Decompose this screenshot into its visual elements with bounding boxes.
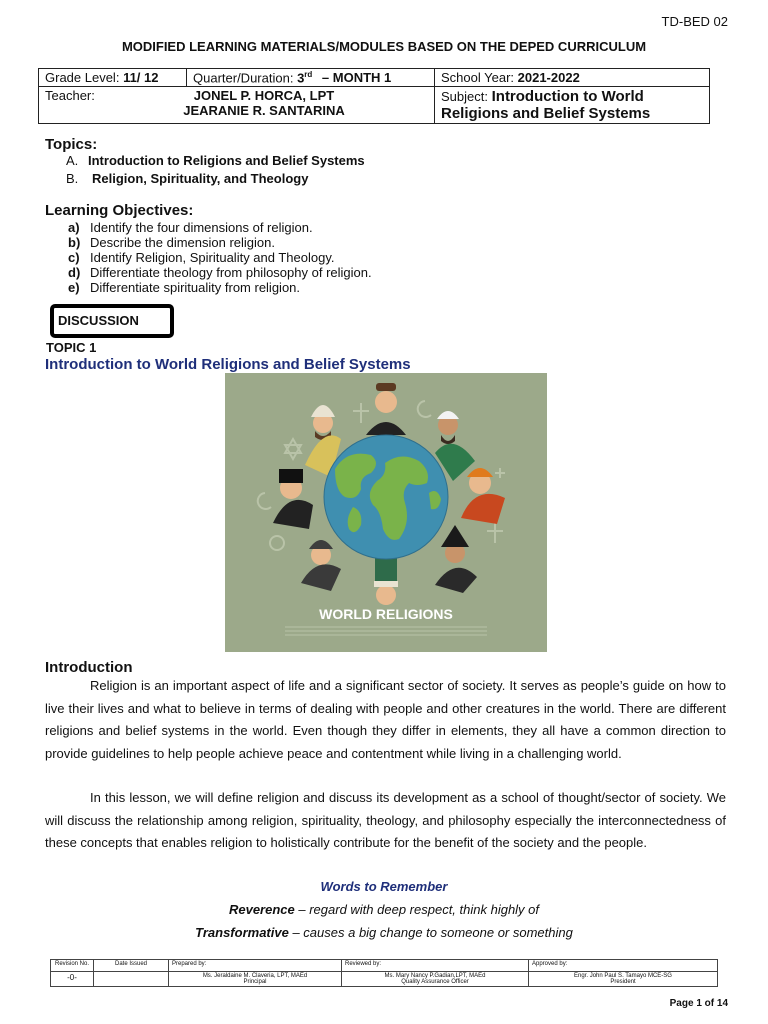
teacher-label: Teacher: — [45, 88, 95, 104]
topic-item — [66, 152, 365, 170]
approved-by — [529, 972, 718, 987]
main-title: MODIFIED LEARNING MATERIALS/MODULES BASED ON THE DEPED CURRICULUM — [121, 39, 647, 54]
paragraph-text: In this lesson, we will define religion and discuss its development as a school of thought/sector of society. We will discuss the relationship among religion, spirituality, theology, and philosophy especially the interconnectedness of these concepts that enables religion to holistically contribute for the benefit of the society and the people. — [45, 790, 726, 850]
footer-table — [50, 959, 718, 987]
teacher-name-1: JONEL P. HORCA, LPT — [193, 88, 335, 104]
objective-letter: b) — [68, 235, 81, 250]
quarter-suffix: – MONTH 1 — [321, 70, 392, 86]
date-issued-value — [94, 972, 169, 987]
topic-title: Introduction to World Religions and Belief Systems — [45, 356, 411, 373]
prepared-label: Prepared by: — [169, 960, 342, 972]
discussion-label: DISCUSSION — [50, 304, 174, 338]
objective-text: Identify the four dimensions of religion. — [90, 220, 313, 235]
page-number: Page 1 of 14 — [669, 998, 728, 1009]
definition-text: – causes a big change to someone or something — [292, 925, 573, 940]
topics-list — [66, 152, 365, 188]
objectives-list — [68, 220, 372, 295]
introduction-paragraph-2 — [45, 787, 726, 855]
objective-item — [68, 250, 372, 265]
approved-name: Engr. John Paul S. Tamayo MCE-SG — [574, 973, 672, 979]
grade-label: Grade Level: — [45, 70, 120, 85]
quarter-value: 3 — [297, 70, 305, 86]
header-table — [38, 68, 710, 124]
schoolyear-label: School Year: — [441, 70, 515, 85]
illustration-caption: WORLD RELIGIONS — [319, 606, 453, 622]
objective-item — [68, 265, 372, 280]
objective-text: Describe the dimension religion. — [90, 235, 275, 250]
date-issued-label: Date Issued — [94, 960, 169, 972]
paragraph-text: Religion is an important aspect of life and a significant sector of society. It serves as people’s guide on how to live their lives and what to believe in terms of dealing with people and other creatures in the world. There are different religions and belief systems in the world. Even though they differ in elements, they all have a common direction to provide guidelines to help people achieve peace and contentment while living in a challenging world. — [45, 678, 726, 761]
objective-letter: e) — [68, 280, 80, 295]
quarter-cell — [187, 69, 435, 87]
approved-role: President — [610, 979, 636, 985]
topic-item — [66, 170, 365, 188]
globe — [324, 435, 448, 559]
reviewed-by — [342, 972, 529, 987]
objective-text: Differentiate theology from philosophy of religion. — [90, 265, 372, 280]
words-to-remember-heading: Words to Remember — [320, 879, 448, 894]
grade-cell — [39, 69, 187, 87]
world-religions-illustration — [225, 373, 547, 652]
topics-heading: Topics: — [45, 136, 98, 153]
subject-value-2: Religions and Belief Systems — [441, 105, 651, 123]
prepared-by — [169, 972, 342, 987]
reviewed-role: Quality Assurance Officer — [401, 979, 469, 985]
quarter-label: Quarter/Duration: — [193, 70, 294, 86]
prepared-name: Ms. Jeraldaine M. Claveria, LPT, MAEd — [202, 973, 308, 979]
objective-letter: a) — [68, 220, 80, 235]
subject-label: Subject: — [441, 89, 488, 105]
revision-value: -0- — [51, 972, 94, 987]
definition-term: Reverence — [228, 902, 295, 917]
quarter-sup: rd — [304, 70, 313, 79]
subject-value-1: Introduction to World — [491, 88, 644, 106]
objective-item — [68, 235, 372, 250]
revision-label: Revision No. — [51, 960, 94, 972]
schoolyear-value: 2021-2022 — [517, 70, 580, 85]
objective-letter: c) — [68, 250, 80, 265]
objective-letter: d) — [68, 265, 81, 280]
prepared-role: Principal — [243, 979, 267, 985]
objective-item — [68, 280, 372, 295]
introduction-paragraph-1 — [45, 675, 726, 765]
reviewed-name: Ms. Mary Nancy P.Gadian,LPT, MAEd — [384, 973, 486, 979]
definition-text: – regard with deep respect, think highly of — [298, 902, 540, 917]
topic-letter: B. — [66, 171, 79, 186]
world-religions-image — [225, 373, 547, 652]
topic-text: Introduction to Religions and Belief Systems — [88, 153, 365, 168]
definition-term: Transformative — [195, 925, 289, 940]
objective-item — [68, 220, 372, 235]
schoolyear-cell — [435, 69, 710, 87]
objective-text: Identify Religion, Spirituality and Theology. — [90, 250, 335, 265]
subject-cell — [435, 87, 710, 124]
document-code: TD-BED 02 — [661, 14, 728, 29]
topic-text: Religion, Spirituality, and Theology — [92, 171, 309, 186]
teacher-name-2: JEARANIE R. SANTARINA — [183, 103, 345, 119]
topic-letter: A. — [66, 153, 79, 168]
definition-item — [0, 925, 768, 940]
objective-text: Differentiate spirituality from religion. — [90, 280, 301, 295]
definition-item — [0, 902, 768, 917]
approved-label: Approved by: — [529, 960, 718, 972]
teacher-cell — [39, 87, 435, 124]
grade-value: 11/ 12 — [123, 70, 159, 85]
topic-label: TOPIC 1 — [46, 340, 97, 355]
objectives-heading: Learning Objectives: — [45, 202, 194, 219]
introduction-heading: Introduction — [45, 659, 133, 676]
reviewed-label: Reviewed by: — [342, 960, 529, 972]
